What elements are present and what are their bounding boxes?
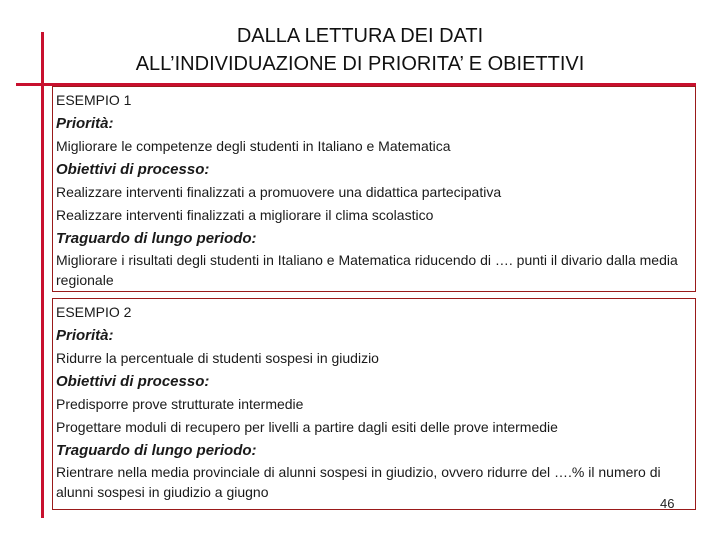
slide-title-line-1: DALLA LETTURA DEI DATI <box>236 25 484 47</box>
accent-vertical-line <box>41 32 44 518</box>
example-1-priority-heading: Priorità: <box>56 115 114 132</box>
example-2-box <box>52 298 696 510</box>
example-1-label: ESEMPIO 1 <box>56 92 132 108</box>
slide-title-line-2: ALL’INDIVIDUAZIONE DI PRIORITA’ E OBIETTIVI <box>135 53 585 75</box>
example-2-target-heading: Traguardo di lungo periodo: <box>56 442 257 459</box>
example-2-objective-1: Predisporre prove strutturate intermedie <box>56 396 304 412</box>
example-1-target-heading: Traguardo di lungo periodo: <box>56 230 257 247</box>
example-1-box <box>52 86 696 292</box>
example-1-priority: Migliorare le competenze degli studenti in Italiano e Matematica <box>56 138 451 154</box>
example-2-objective-2: Progettare moduli di recupero per livelli a partire dagli esiti delle prove intermedie <box>56 419 558 435</box>
example-1-objective-2: Realizzare interventi finalizzati a migliorare il clima scolastico <box>56 207 434 223</box>
example-2-priority: Ridurre la percentuale di studenti sospesi in giudizio <box>56 350 379 366</box>
example-1-objectives-heading: Obiettivi di processo: <box>56 161 210 178</box>
slide-title <box>60 22 660 78</box>
example-1-objective-1: Realizzare interventi finalizzati a promuovere una didattica partecipativa <box>56 184 502 200</box>
example-2-label: ESEMPIO 2 <box>56 304 132 320</box>
page-number: 46 <box>660 496 675 511</box>
example-1-target: Migliorare i risultati degli studenti in Italiano e Matematica riducendo di …. punti il divario dalla media regionale <box>56 252 678 288</box>
example-2-target: Rientrare nella media provinciale di alunni sospesi in giudizio, ovvero ridurre del ….% il numero di alunni sospesi in giudizio a giugno <box>56 464 661 500</box>
example-2-priority-heading: Priorità: <box>56 327 114 344</box>
example-2-objectives-heading: Obiettivi di processo: <box>56 373 210 390</box>
